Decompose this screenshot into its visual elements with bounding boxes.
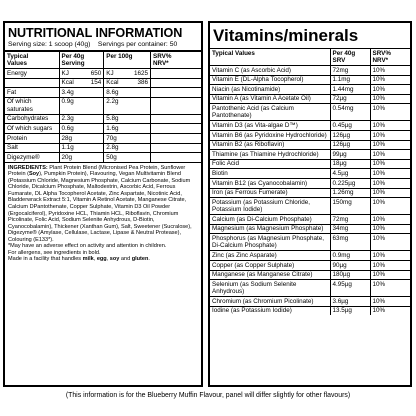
vitamin-nrv: 10% xyxy=(370,198,410,215)
nutrient-srv xyxy=(151,124,202,134)
vitamin-row xyxy=(210,169,410,179)
vitamin-amount: 4.5µg xyxy=(330,169,370,179)
vitamin-name: Calcium (as Di-Calcium Phosphate) xyxy=(210,215,330,225)
nutrient-row xyxy=(5,97,201,114)
nutrient-label: Protein xyxy=(5,133,59,143)
servings-per-container: Servings per container: 50 xyxy=(97,41,178,48)
vitamins-panel xyxy=(208,21,412,387)
vitamin-name: Potassium (as Potassium Chloride, Potassium Iodide) xyxy=(210,198,330,215)
energy-blank xyxy=(5,78,59,88)
vitamin-name: Vitamin B2 (as Riboflavin) xyxy=(210,140,330,150)
facility-note: Made in a facility that handles milk, egg, soy and gluten. xyxy=(8,256,150,263)
energy-kj-100: 1625 xyxy=(121,69,151,79)
vitamin-name: Manganese (as Manganese Citrate) xyxy=(210,270,330,280)
vitamin-amount: 99µg xyxy=(330,150,370,160)
vitamin-nrv: 10% xyxy=(370,215,410,225)
nutrition-title: NUTRITIONAL INFORMATION xyxy=(8,26,183,40)
vitamin-name: Copper (as Copper Sulphate) xyxy=(210,260,330,270)
ingredients-heading: INGREDIENTS: xyxy=(8,164,50,171)
vitamin-name: Zinc (as Zinc Asparate) xyxy=(210,251,330,261)
vitamin-nrv: 10% xyxy=(370,270,410,280)
vitamin-nrv: 10% xyxy=(370,150,410,160)
energy-kcal-row xyxy=(5,78,201,88)
header-srv-nrv: SRV% NRV* xyxy=(151,52,202,69)
vitamin-row xyxy=(210,251,410,261)
serving-size: Serving size: 1 scoop (40g) xyxy=(8,41,91,48)
vitamin-name: Pantothenic Acid (as Calcium Pantothenate) xyxy=(210,104,330,121)
vitamin-nrv: 10% xyxy=(370,140,410,150)
nutrient-label: Of which sugars xyxy=(5,124,59,134)
vitamin-amount: 0.54mg xyxy=(330,104,370,121)
nutrient-per-40g: 3.4g xyxy=(59,88,104,98)
colour-warning: *May have an adverse effect on activity and attention in children. xyxy=(8,243,167,250)
energy-label: Energy xyxy=(5,69,59,79)
vitamin-name: Vitamin E (DL-Alpha Tocopherol) xyxy=(210,75,330,85)
nutrient-per-100g: 1.6g xyxy=(104,124,151,134)
energy-kcal-unit: Kcal xyxy=(59,78,76,88)
nutrient-per-100g: 70g xyxy=(104,133,151,143)
vitamin-row xyxy=(210,121,410,131)
vitamin-nrv: 10% xyxy=(370,306,410,315)
vitamin-nrv: 10% xyxy=(370,234,410,251)
nutrient-row xyxy=(5,143,201,153)
vitamin-row xyxy=(210,297,410,307)
header-typical-values: Typical Values xyxy=(5,52,59,69)
nutrient-per-40g: 28g xyxy=(59,133,104,143)
vitamin-amount: 72mg xyxy=(330,66,370,76)
ingredients-block xyxy=(5,162,201,265)
energy-kj-unit-100: KJ xyxy=(104,69,121,79)
energy-kj-srv xyxy=(151,69,202,79)
vitamin-name: Iodine (as Potassium Iodide) xyxy=(210,306,330,315)
vitamin-amount: 0.9mg xyxy=(330,251,370,261)
vitamin-amount: 72µg xyxy=(330,94,370,104)
header-per-40g: Per 40g Serving xyxy=(59,52,104,69)
vitamin-row xyxy=(210,140,410,150)
allergen-soy: Soy xyxy=(28,171,40,178)
ingredients-text-1: Plant Protein Blend (Micronised Pea Protein, Sunflower Protein ( xyxy=(8,164,186,178)
nutrient-label: Digezyme® xyxy=(5,153,59,162)
vitamin-name: Vitamin B6 (as Pyridoxine Hydrochloride) xyxy=(210,130,330,140)
vitamin-name: Biotin xyxy=(210,169,330,179)
vitamin-row xyxy=(210,280,410,297)
vitamin-amount: 1.26mg xyxy=(330,188,370,198)
nutrient-per-100g: 2.2g xyxy=(104,97,151,114)
nutrient-srv xyxy=(151,143,202,153)
nutrient-label: Salt xyxy=(5,143,59,153)
nutrient-per-40g: 0.9g xyxy=(59,97,104,114)
vitamin-nrv: 10% xyxy=(370,224,410,234)
vitamin-name: Vitamin C (as Ascorbic Acid) xyxy=(210,66,330,76)
vitamin-row xyxy=(210,188,410,198)
nutrient-per-40g: 2.3g xyxy=(59,114,104,124)
vitamin-amount: 4.95µg xyxy=(330,280,370,297)
vitamin-row xyxy=(210,159,410,169)
vitamin-nrv: 10% xyxy=(370,130,410,140)
vitamin-amount: 0.45µg xyxy=(330,121,370,131)
nutrient-row xyxy=(5,114,201,124)
flavour-footnote: (This information is for the Blueberry Muffin Flavour, panel will differ slightly for other flavours) xyxy=(65,392,351,399)
nutrient-per-100g: 5.8g xyxy=(104,114,151,124)
energy-kcal-srv xyxy=(151,78,202,88)
vitamin-nrv: 10% xyxy=(370,104,410,121)
nutrient-row xyxy=(5,153,201,162)
vitamin-amount: 72mg xyxy=(330,215,370,225)
nutrient-per-40g: 1.1g xyxy=(59,143,104,153)
vitamin-nrv: 10% xyxy=(370,280,410,297)
vitamin-name: Thiamine (as Thiamine Hydrochloride) xyxy=(210,150,330,160)
vitamin-nrv: 10% xyxy=(370,75,410,85)
nutrient-srv xyxy=(151,88,202,98)
vitamin-row xyxy=(210,306,410,315)
nutrient-srv xyxy=(151,97,202,114)
vitamin-row xyxy=(210,130,410,140)
nutrient-per-40g: 0.6g xyxy=(59,124,104,134)
vitamin-nrv: 10% xyxy=(370,188,410,198)
energy-kj-unit: KJ xyxy=(59,69,76,79)
nutrient-per-100g: 50g xyxy=(104,153,151,162)
vitamin-amount: 90µg xyxy=(330,260,370,270)
vitamin-nrv: 10% xyxy=(370,66,410,76)
vitamin-row xyxy=(210,178,410,188)
vitamin-amount: 126µg xyxy=(330,140,370,150)
vitamin-name: Folic Acid xyxy=(210,159,330,169)
vitamin-amount: 126µg xyxy=(330,130,370,140)
vitamin-name: Chromium (as Chromium Picolinate) xyxy=(210,297,330,307)
vitamin-row xyxy=(210,94,410,104)
vitamin-row xyxy=(210,75,410,85)
vitamin-nrv: 10% xyxy=(370,85,410,95)
vitamin-name: Vitamin B12 (as Cyanocobalamin) xyxy=(210,178,330,188)
vitamin-row xyxy=(210,85,410,95)
vitamin-nrv: 10% xyxy=(370,169,410,179)
vitamin-nrv: 10% xyxy=(370,260,410,270)
energy-kj-row xyxy=(5,69,201,79)
vitamin-amount: 150mg xyxy=(330,198,370,215)
vm-header-values: Typical Values xyxy=(210,49,330,66)
nutrient-srv xyxy=(151,114,202,124)
energy-kcal-unit-100: Kcal xyxy=(104,78,121,88)
nutrient-label: Fat xyxy=(5,88,59,98)
vitamin-row xyxy=(210,215,410,225)
vitamin-name: Iron (as Ferrous Fumerate) xyxy=(210,188,330,198)
nutrient-per-40g: 20g xyxy=(59,153,104,162)
vitamin-nrv: 10% xyxy=(370,94,410,104)
nutrient-row xyxy=(5,124,201,134)
vm-header-srv: SRV% NRV* xyxy=(370,49,410,66)
serving-info xyxy=(5,40,201,52)
vitamin-amount: 18µg xyxy=(330,159,370,169)
vitamin-row xyxy=(210,234,410,251)
nutrient-srv xyxy=(151,153,202,162)
vitamins-table xyxy=(210,48,410,315)
vitamin-name: Magnesium (as Magnesium Phosphate) xyxy=(210,224,330,234)
nutrient-per-100g: 8.6g xyxy=(104,88,151,98)
vitamin-row xyxy=(210,150,410,160)
energy-kcal-100: 386 xyxy=(121,78,151,88)
vitamin-amount: 1.1mg xyxy=(330,75,370,85)
vitamin-amount: 180µg xyxy=(330,270,370,280)
ingredients-text-2: ), Pumpkin Protein), Flavouring, Vegan Multivitamin Blend (Potassium Chloride, Magnesium Phosphate, Calcium Carbonate, Sodium Chloride, Dicalcium Phosphate, Maltodextrin, Ascorbic Acid, Ferrous Fumarate, DL Alpha Tocopherol Acetate, Zinc Aspartate, Nicotinic Acid, Bladderwrack Extract 5:1, Vitamin A Retinol Acetate, Manganese Citrate, Calcium DPantothenate, Copper Sulphate, Vitamin D3 Oil Powder (Ergocalciferol), Pyridoxine HCL, Thiamin HCL, Riboflavin, Chromium Picolinate, Folic Acid, Sodium Selenite Anhydrous, D-Biotin, Cyanocobalamin), Thickener (Xanthan Gum), Salt, Sweetener (Sucralose), Digezyme® (Amylase, Cellulase, Lactase, Lipase & Neutral Protease), Colouring (E133*). xyxy=(8,171,192,243)
energy-kj-40: 650 xyxy=(76,69,104,79)
nutrient-per-100g: 2.8g xyxy=(104,143,151,153)
nutrient-label: Of which saturates xyxy=(5,97,59,114)
vitamin-name: Selenium (as Sodium Selenite Anhydrous) xyxy=(210,280,330,297)
nutrient-row xyxy=(5,133,201,143)
vitamin-nrv: 10% xyxy=(370,159,410,169)
nutrition-table xyxy=(5,52,201,162)
vitamin-row xyxy=(210,224,410,234)
vitamin-nrv: 10% xyxy=(370,251,410,261)
vitamin-amount: 1.44mg xyxy=(330,85,370,95)
energy-kcal-40: 154 xyxy=(76,78,104,88)
vitamin-name: Niacin (as Nicotinamide) xyxy=(210,85,330,95)
vitamin-name: Vitamin D3 (as Vita-algae D™) xyxy=(210,121,330,131)
vitamin-amount: 34mg xyxy=(330,224,370,234)
vitamin-nrv: 10% xyxy=(370,178,410,188)
vitamin-row xyxy=(210,104,410,121)
vm-header-per40: Per 40g SRV xyxy=(330,49,370,66)
header-per-100g: Per 100g xyxy=(104,52,151,69)
nutrient-label: Carbohydrates xyxy=(5,114,59,124)
vitamin-row xyxy=(210,260,410,270)
vitamin-amount: 13.5µg xyxy=(330,306,370,315)
nutrition-panel xyxy=(3,21,203,387)
vitamin-nrv: 10% xyxy=(370,297,410,307)
vitamin-row xyxy=(210,198,410,215)
allergen-note: For allergens, see ingredients in bold. xyxy=(8,249,101,256)
vitamin-row xyxy=(210,66,410,76)
vitamin-name: Phosphorus (as Magnesium Phosphate, Di-Calcium Phosphate) xyxy=(210,234,330,251)
vitamin-amount: 0.225µg xyxy=(330,178,370,188)
vitamins-title: Vitamins/minerals xyxy=(213,26,359,45)
vitamin-amount: 3.6µg xyxy=(330,297,370,307)
vitamin-row xyxy=(210,270,410,280)
vitamin-name: Vitamin A (as Vitamin A Acetate Oil) xyxy=(210,94,330,104)
vitamin-amount: 63mg xyxy=(330,234,370,251)
nutrient-row xyxy=(5,88,201,98)
nutrient-srv xyxy=(151,133,202,143)
vitamin-nrv: 10% xyxy=(370,121,410,131)
